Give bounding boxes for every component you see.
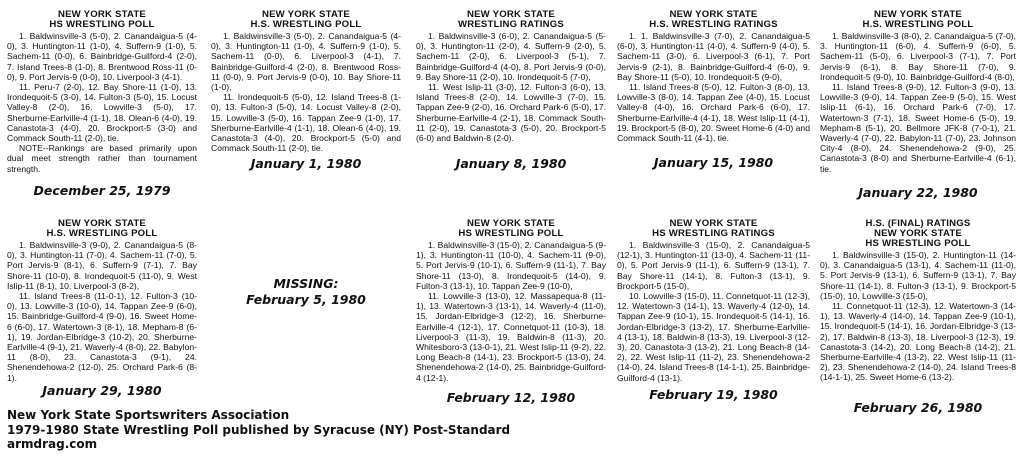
rankings-top-10: 1. 1. Baldwinsville-3 (7-0), 2. Canandaigua-5 (6-0), 3. Huntington-11 (4-0), 4. Suffern-9 (4-0), 5. Sachem-11 (3-0), 6. Liverpool-3 (6-1), 7. Port Jervis-9 (2-1), 8. Bainbridge-Guilford-4 (6-0), 9. Bay Shore-11 (5-0), 10. Irondequoit-5 (9-0), xyxy=(617,31,810,82)
rankings-text xyxy=(416,31,606,143)
missing-poll-notice xyxy=(211,276,401,308)
association-name: New York State Sportswriters Association xyxy=(7,408,290,422)
poll-clipping-jan-1-1980 xyxy=(211,10,401,153)
date-caption: January 15, 1980 xyxy=(653,155,774,170)
clipping-headline: NEW YORK STATE H.S. WRESTLING POLL xyxy=(46,218,158,239)
rankings-top-10: 1. Baldwinsville-3 (5-0), 2. Canandaigua-5 (4-0), 3. Huntington-11 (1-0), 4. Suffern-9 (1-0), 5. Sachem-11 (0-0), 6. Bainbridge-Guilford-4 (2-0), 7. Island Trees-8 (1-0), 8. Brentwood Ross-11 (0-0), 9. Port Jervis-9 (0-0), 10. Liverpool-3 (4-1). xyxy=(7,31,197,82)
rankings-top-10: 1. Baldwinsville-3 (15-0), 2. Canandaigua-5 (12-1), 3. Huntington-11 (13-0), 4. Sachem-11 (11-0), 5. Port Jervis-9 (11-1), 6. Suffern-9 (13-1), 7. Bay Shore-11 (14-1), 8. Fulton-3 (13-1), 9. Brockport-5 (15-0), xyxy=(617,240,810,291)
rankings-top-10: 1. Baldwinsville-3 (6-0), 2. Canandaigua-5 (5-0), 3. Huntington-11 (2-0), 4. Suffern-9 (2-0), 5. Sachem-11 (2-0), 6. Liverpool-3 (5-1), 7. Bainbridge-Guilford-4 (4-0), 8. Port Jervis-9 (0-0), 9. Bay Shore-11 (2-0), 10. Irondequoit-5 (7-0), xyxy=(416,31,606,82)
date-caption: January 8, 1980 xyxy=(455,156,567,171)
clipping-headline: H.S. (FINAL) RATINGS NEW YORK STATE HS WRESTLING POLL xyxy=(865,218,971,249)
date-caption: January 1, 1980 xyxy=(250,156,362,171)
rankings-text xyxy=(211,31,401,153)
source-credit xyxy=(7,408,510,452)
missing-date: February 5, 1980 xyxy=(246,292,366,307)
clipping-headline: NEW YORK STATE HS WRESTLING POLL xyxy=(458,218,564,239)
rankings-note: NOTE--Rankings are based primarily upon dual meet strength rather than tournament strength. xyxy=(7,143,197,174)
clipping-headline: NEW YORK STATE HS WRESTLING RATINGS xyxy=(652,218,775,239)
rankings-11-plus: 11. Connetquot-11 (12-3), 12. Watertown-3 (14-1), 13. Waverly-4 (14-0), 14. Tappan Zee-9 (10-1), 15. Irondequoit-5 (14-1), 16. Jordan-Elbridge-3 (13-2), 17. Baldwin-8 (13-3), 18. Liverpool-3 (12-3), 19. Canastota-3 (14-2), 20. Long Beach-8 (14-2), 21. Sherburne-Earlville-4 (13-2), 22. West Islip-11 (11-2), 23. Shenendehowa-2 (14-0), 24. Island Trees-8 (14-1-1), 25. Sweet Home-6 (13-2). xyxy=(820,301,1016,383)
website-credit: armdrag.com xyxy=(7,437,98,451)
rankings-top-10: 1. Baldwinsville-3 (15-0), 2. Huntington-11 (14-0), 3. Canandaigua-5 (13-1), 4. Sachem-11 (11-0), 5. Port Jervis-9 (13-1), 6. Suffern-9 (13-1), 7. Bay Shore-11 (14-1), 8. Fulton-3 (13-1), 9. Brockport-5 (15-0), 10. Lowville-3 (15-0), xyxy=(820,250,1016,301)
clipping-headline: NEW YORK STATE WRESTLING RATINGS xyxy=(457,9,565,30)
date-caption: February 26, 1980 xyxy=(853,400,983,415)
rankings-text xyxy=(416,240,606,383)
rankings-11-plus: 10. Lowville-3 (15-0), 11. Connetquot-11 (12-3), 12. Watertown-3 (14-1), 13. Waverly-4 (12-0), 14. Tappan Zee-9 (10-1), 15. Irondequoit-5 (14-1), 16. Jordan-Elbridge-3 (13-2), 17. Sherburne-Earlville-4 (13-1), 18. Baldwin-8 (13-3), 19. Liverpool-3 (12-3), 20. Canastota-3 (13-2), 21. Long Beach-8 (14-2), 22. West Islip-11 (11-2), 23. Shenendehowa-2 (14-0), 24. Island Trees-8 (14-1-1), 25. Bainbridge-Guilford-4 (13-1). xyxy=(617,291,810,383)
poll-clipping-feb-12-1980 xyxy=(416,219,606,383)
rankings-text xyxy=(820,31,1016,174)
rankings-text xyxy=(617,31,810,143)
date-caption: February 19, 1980 xyxy=(649,387,778,402)
clipping-headline: NEW YORK STATE HS WRESTLING POLL xyxy=(49,9,155,30)
rankings-text xyxy=(7,240,197,383)
date-caption: January 29, 1980 xyxy=(42,383,162,398)
poll-clipping-jan-22-1980 xyxy=(820,10,1016,174)
rankings-11-plus: 11. Irondequoit-5 (5-0), 12. Island Trees-8 (1-0), 13. Fulton-3 (5-0), 14. Locust Valley-8 (2-0), 15. Lowville-3 (5-0), 16. Tappan Zee-9 (1-0), 17. Sherburne-Earlville-4 (1-1), 18. Olean-6 (4-0), 19. Canastota-3 (4-0), 20. Brockport-5 (5-0) and Commack South-11 (2-0), tie. xyxy=(211,92,401,154)
rankings-top-10: 1. Baldwinsville-3 (5-0), 2. Canandaigua-5 (4-0), 3. Huntington-11 (1-0), 4. Suffern-9 (1-0), 5. Sachem-11 (0-0), 6. Liverpool-3 (4-1), 7. Bainbridge-Guilford-4 (2-0), 8. Brentwood Ross-11 (0-0), 9. Port Jervis-9 (0-0), 10. Bay Shore-11 (1-0), xyxy=(211,31,401,93)
clipping-headline: NEW YORK STATE H.S. WRESTLING POLL xyxy=(862,9,974,30)
poll-clipping-jan-15-1980 xyxy=(617,10,810,143)
date-caption: December 25, 1979 xyxy=(33,183,171,198)
rankings-11-plus: 11. Lowville-3 (13-0), 12. Massapequa-8 (11-1), 13. Watertown-3 (13-1), 14. Waverly-4 (11-0), 15. Jordan-Elbridge-3 (12-2), 16. Sherburne-Earlville-4 (12-1), 17. Connetquot-11 (10-3), 18. Liverpool-3 (11-3), 19. Baldwin-8 (11-3), 20. Whitesboro-3 (13-0-1), 21. West Islip-11 (9-2), 22. Long Beach-8 (14-1), 23. Brockport-5 (13-0), 24. Shenendehowa-2 (14-0), 25. Bainbridge-Guilford-4 (12-1). xyxy=(416,291,606,383)
rankings-top-10: 1. Baldwinsville-3 (15-0), 2. Canandaigua-5 (9-1), 3. Huntington-11 (10-0), 4. Sachem-11 (9-0), 5. Port Jervis-9 (10-1), 6. Suffern-9 (11-1), 7. Bay Shore-11 (13-0), 8. Irondequoit-5 (14-0), 9. Fulton-3 (13-1), 10. Tappan Zee-9 (10-0), xyxy=(416,240,606,291)
rankings-11-plus: 11. Island Trees-8 (9-0), 12. Fulton-3 (9-0), 13. Lowville-3 (9-0), 14. Tappan Zee-9 (5-0), 15. West Islip-11 (6-1), 16. Orchard Park-6 (7-0), 17. Watertown-3 (7-1), 18. Sweet Home-6 (5-0), 19. Mepham-8 (5-1), 20. Bellmore JFK-8 (7-0-1), 21. Waverly-4 (7-0), 22. Babylon-11 (7-0), 23. Johnson City-4 (8-0), 24. Shenendehowa-2 (9-0), 25. Canastota-3 (8-0) and Sherburne-Earlville-4 (6-1), tie. xyxy=(820,82,1016,174)
rankings-text xyxy=(820,250,1016,383)
date-caption: January 22, 1980 xyxy=(858,185,978,200)
publication-note: 1979-1980 State Wrestling Poll published by Syracuse (NY) Post-Standard xyxy=(7,422,511,437)
rankings-text xyxy=(7,31,197,174)
poll-clipping-feb-26-1980 xyxy=(820,219,1016,383)
date-caption: February 12, 1980 xyxy=(446,390,576,405)
rankings-11-plus: 11. West Islip-11 (3-0), 12. Fulton-3 (6-0), 13. Island Trees-8 (2-0), 14. Lowville-3 (7-0), 15. Tappan Zee-9 (2-0), 16. Orchard Park-6 (5-0), 17. Sherburne-Earlville-4 (2-1), 18. Commack South-11 (2-0), 19. Canastota-3 (5-0), 20. Brockport-5 (6-0) and Baldwin-8 (2-0). xyxy=(416,82,606,144)
poll-clipping-jan-8-1980 xyxy=(416,10,606,143)
missing-label: MISSING: xyxy=(273,276,339,291)
rankings-11-plus: 11. Island Trees-8 (11-0-1), 12. Fulton-3 (10-0), 13. Lowville-3 (10-0), 14. Tappan Zee-9 (6-0), 15. Bainbridge-Guilford-4 (9-0), 16. Sweet Home-6 (6-0), 17. Watertown-3 (8-1), 18. Mepham-8 (6-1), 19. Jordan-Elbridge-3 (10-2), 20. Sherburne-Earlville-4 (9-1), 21. Waverly-4 (8-0), 22. Babylon-11 (8-0), 23. Canastota-3 (9-1), 24. Shenendehowa-2 (12-0), 25. Orchard Park-6 (8-1). xyxy=(7,291,197,383)
rankings-top-10: 1. Baldwinsville-3 (8-0), 2. Canandaigua-5 (7-0), 3. Huntington-11 (6-0), 4. Suffern-9 (6-0), 5. Sachem-11 (5-0), 6. Liverpool-3 (7-1), 7. Port Jervis-9 (6-1), 8. Bay Shore-11 (7-0), 9. Irondequoit-5 (9-0), 10. Bainbridge-Guilford-4 (8-0), xyxy=(820,31,1016,82)
rankings-top-10: 1. Baldwinsville-3 (9-0), 2. Canandaigua-5 (8-0), 3. Huntington-11 (7-0), 4. Sachem-11 (7-0), 5. Port Jervis-9 (8-1), 6. Suffern-9 (7-1), 7. Bay Shore-11 (10-0), 8. Irondequoit-5 (11-0), 9. West Islip-11 (8-1), 10. Liverpool-3 (8-2), xyxy=(7,240,197,291)
poll-clipping-jan-29-1980 xyxy=(7,219,197,383)
rankings-11-plus: 11. Island Trees-8 (5-0), 12. Fulton-3 (8-0), 13. Lowville-3 (8-0), 14. Tappan Zee (4-0), 15. Locust Valley-8 (4-0), 16. Orchard Park-6 (6-0), 17. Sherburne-Earlville-4 (4-1), 18. West Islip-11 (4-1), 19. Brockport-5 (8-0), 20. Sweet Home-6 (4-0) and Commack South-11 (4-1), tie. xyxy=(617,82,810,144)
poll-clipping-dec-25-1979 xyxy=(7,10,197,174)
clipping-headline: NEW YORK STATE H.S. WRESTLING POLL xyxy=(250,9,362,30)
rankings-11-plus: 11. Peru-7 (2-0), 12. Bay Shore-11 (1-0), 13. Irondequoit-5 (3-0), 14. Fulton-3 (5-0), 15. Locust Valley-8 (2-0), 16. Lowville-3 (5-0), 17. Sherburne-Earlville-4 (1-1), 18. Olean-6 (4-0), 19. Canastota-3 (4-0), 20. Brockport-5 (3-0) and Commack South-11 (2-0), tie. xyxy=(7,82,197,144)
clipping-headline: NEW YORK STATE H.S. WRESTLING RATINGS xyxy=(649,9,778,30)
poll-clipping-feb-19-1980 xyxy=(617,219,810,383)
rankings-text xyxy=(617,240,810,383)
